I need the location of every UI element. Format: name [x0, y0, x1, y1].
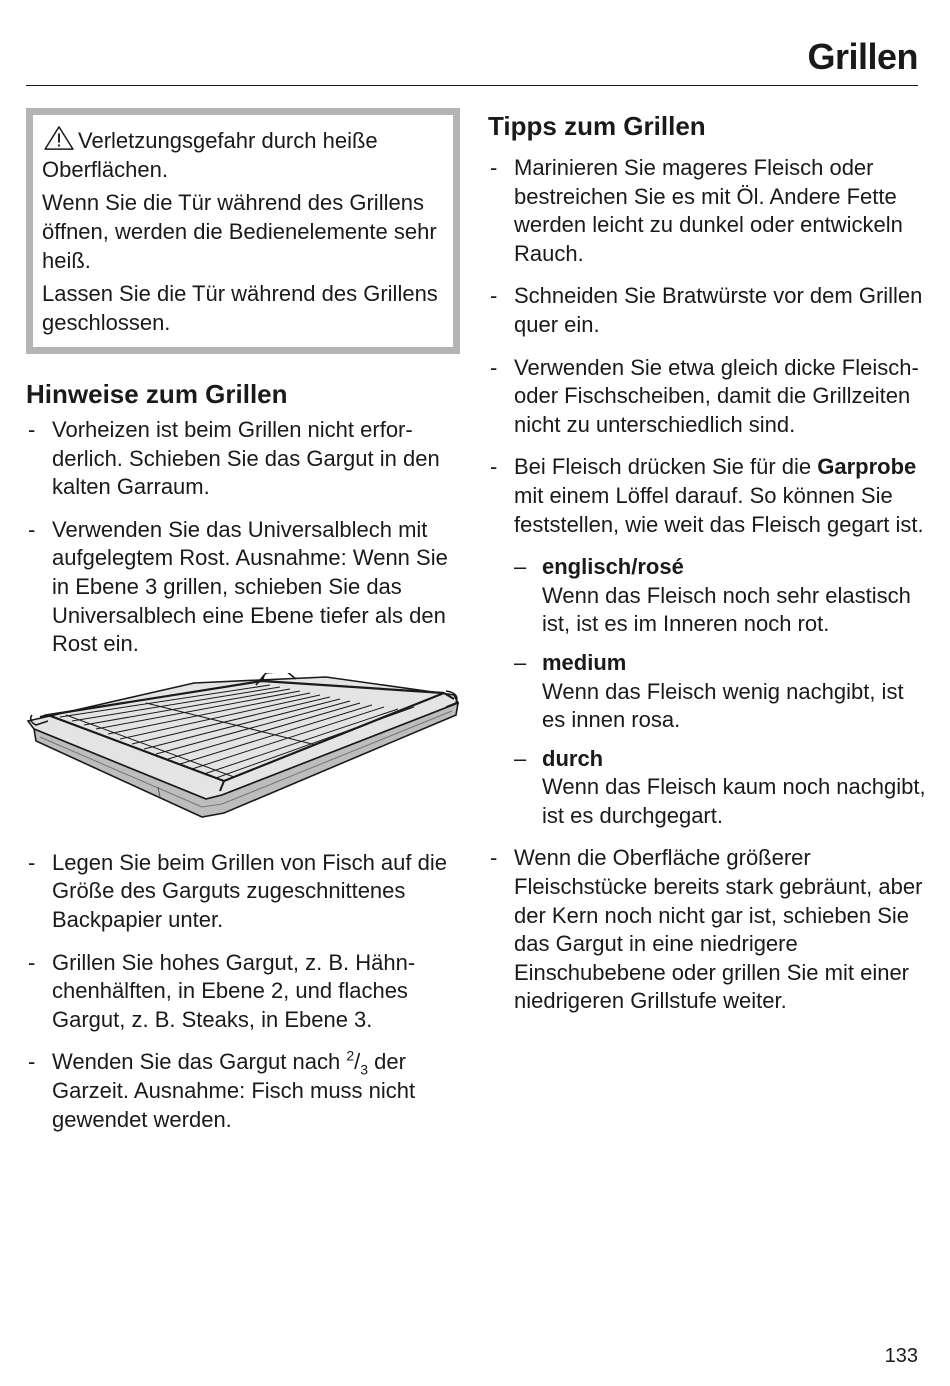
hinweise-list-continued	[26, 849, 460, 1134]
item-text: mit einem Löffel darauf. So können Sie feststellen, wie weit das Fleisch gegart ist.	[514, 482, 924, 537]
sublist-item-desc: Wenn das Fleisch wenig nachgibt, ist es innen rosa.	[542, 678, 904, 733]
list-item	[488, 453, 928, 830]
list-item: - Vorheizen ist beim Grillen nicht erforderlich. Schieben Sie das Gargut in den kalten Garraum.	[26, 416, 460, 502]
item-text: Wenden Sie das Gargut nach	[52, 1049, 347, 1075]
item-text: der Garzeit. Ausnahme: Fisch muss nicht gewendet werden.	[52, 1049, 416, 1132]
warning-text-2: Lassen Sie die Tür während des Grillens geschlossen.	[42, 281, 438, 335]
sublist-item-title: – durch	[542, 745, 604, 771]
list-item: - Wenn die Oberfläche größerer Fleischstücke bereits stark gebräunt, aber der Kern noch nicht gar ist, schieben Sie das Gargut in eine niedrigere Einschubebene oder grillen Sie mit einer niedrigeren Grillstufe weiter.	[488, 844, 928, 1016]
list-item: - Verwenden Sie etwa gleich dicke Fleisch- oder Fischscheiben, damit die Grillzeiten nicht zu unterschiedlich sind.	[488, 354, 928, 440]
list-item: - Schneiden Sie Bratwürste vor dem Grillen quer ein.	[488, 282, 928, 339]
left-column	[26, 108, 460, 1148]
hinweise-heading: Hinweise zum Grillen	[26, 379, 288, 409]
sublist-item	[514, 745, 928, 831]
sublist-item	[514, 553, 928, 639]
item-text: Bei Fleisch drücken Sie für die	[514, 454, 818, 480]
warning-triangle-icon	[42, 125, 76, 151]
warning-box	[26, 108, 460, 354]
warning-text-1: Wenn Sie die Tür während des Grillens öffnen, werden die Bedienelemente sehr heiß.	[42, 190, 437, 273]
sublist-item-desc: Wenn das Fleisch kaum noch nachgibt, ist es durchgegart.	[542, 774, 926, 828]
fraction-denominator: 3	[360, 1061, 369, 1078]
page-number: 133	[884, 1345, 918, 1367]
tipps-list	[488, 154, 928, 1016]
list-item: - Legen Sie beim Grillen von Fisch auf die Größe des Garguts zugeschnittenes Backpapier unter.	[26, 849, 460, 935]
fraction-slash: /	[354, 1049, 361, 1075]
sublist-item	[514, 649, 928, 735]
right-column	[488, 110, 928, 1030]
warning-title-line	[42, 125, 443, 184]
list-item: - Marinieren Sie mageres Fleisch oder bestreichen Sie es mit Öl. Andere Fette werden leicht zu dunkel oder entwickeln Rauch.	[488, 154, 928, 268]
doneness-sublist	[514, 553, 928, 830]
warning-title: Verletzungsgefahr durch heiße Oberflächen.	[42, 128, 378, 182]
tipps-heading: Tipps zum Grillen	[488, 111, 706, 141]
page-title: Grillen	[807, 36, 918, 77]
list-item	[26, 1048, 460, 1134]
grill-tray-illustration	[26, 673, 460, 833]
fraction-numerator: 2	[346, 1047, 355, 1064]
sublist-item-desc: Wenn das Fleisch noch sehr elastisch ist, ist es im Inneren noch rot.	[542, 582, 911, 637]
header-rule	[26, 85, 918, 86]
sublist-item-title: – englisch/rosé	[542, 554, 684, 580]
list-item: - Verwenden Sie das Universalblech mit aufgelegtem Rost. Ausnahme: Wenn Sie in Ebene 3 grillen, schieben Sie das Universalblech eine Ebene tiefer als den Rost ein.	[26, 516, 460, 659]
hinweise-list	[26, 416, 460, 659]
list-item: - Grillen Sie hohes Gargut, z. B. Hähnchenhälften, in Ebene 2, und flaches Gargut, z. B. Steaks, in Ebene 3.	[26, 949, 460, 1035]
item-bold-term: Garprobe	[817, 454, 917, 480]
sublist-item-title: – medium	[542, 649, 627, 675]
